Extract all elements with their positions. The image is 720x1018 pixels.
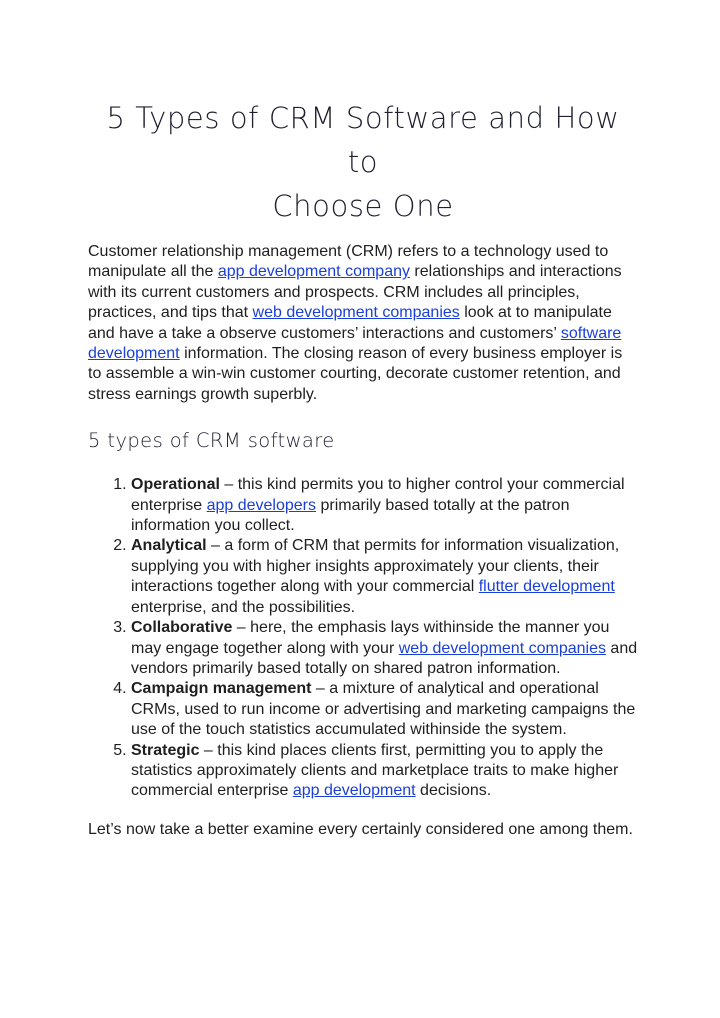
list-item-text: and vendors primarily based totally on shared patron information. <box>131 639 638 677</box>
title-line-2: Choose One <box>272 189 454 223</box>
list-item-campaign-management <box>131 679 638 740</box>
app-development-company-link[interactable]: app development company <box>217 263 410 281</box>
outro-paragraph: Let’s now take a better examine every certainly considered one among them. <box>88 820 633 838</box>
list-item-analytical <box>131 536 638 618</box>
web-development-companies-link[interactable]: web development companies <box>252 304 460 322</box>
list-item-term: Campaign management <box>131 680 312 698</box>
list-item-text: – here, the emphasis lays withinside the manner you may engage together along with your <box>131 619 610 657</box>
title-line-1: 5 Types of CRM Software and How to <box>106 101 620 179</box>
flutter-development-link[interactable]: flutter development <box>478 578 615 596</box>
list-item-text: – a mixture of analytical and operational CRMs, used to run income or advertising and marketing campaigns the use of the touch statistics accumulated withinside the system. <box>131 680 636 739</box>
document-page <box>88 96 638 840</box>
list-item-collaborative <box>131 618 638 679</box>
intro-text-3: look at to manipulate and have a take a observe customers’ interactions and customers’ <box>88 304 612 342</box>
list-item-text: decisions. <box>415 782 492 800</box>
intro-text-4: information. The closing reason of every business employer is to assemble a win-win customer courting, decorate customer retention, and stress earnings growth superbly. <box>88 345 623 403</box>
software-development-link[interactable]: software development <box>88 324 622 363</box>
app-development-link[interactable]: app development <box>292 782 416 800</box>
crm-types-list <box>88 475 638 802</box>
intro-text-1: Customer relationship management (CRM) refers to a technology used to manipulate all the <box>88 243 609 281</box>
list-item-strategic <box>131 741 638 802</box>
section-heading: 5 types of CRM software <box>88 429 335 453</box>
app-developers-link[interactable]: app developers <box>206 496 317 514</box>
list-item-text: – a form of CRM that permits for information visualization, supplying you with higher insights approximately your clients, their interactions together along with your commercial <box>131 537 620 596</box>
intro-text-2: relationships and interactions with its current customers and prospects. CRM includes all principles, practices, and tips that <box>88 263 622 322</box>
list-item-text: primarily based totally at the patron information you collect. <box>131 496 570 535</box>
web-development-companies-link-2[interactable]: web development companies <box>398 639 606 657</box>
list-item-term: Operational <box>131 476 220 494</box>
list-item-operational <box>131 475 638 536</box>
list-item-term: Analytical <box>131 537 207 555</box>
list-item-text: enterprise, and the possibilities. <box>131 598 356 616</box>
list-item-text: – this kind permits you to higher control your commercial enterprise <box>131 476 625 514</box>
intro-paragraph <box>88 242 638 405</box>
list-item-term: Collaborative <box>131 619 233 637</box>
document-title <box>88 96 638 228</box>
list-item-term: Strategic <box>131 741 200 759</box>
list-item-text: – this kind places clients first, permitting you to apply the statistics approximately clients and marketplace traits to make higher commercial enterprise <box>131 741 619 800</box>
